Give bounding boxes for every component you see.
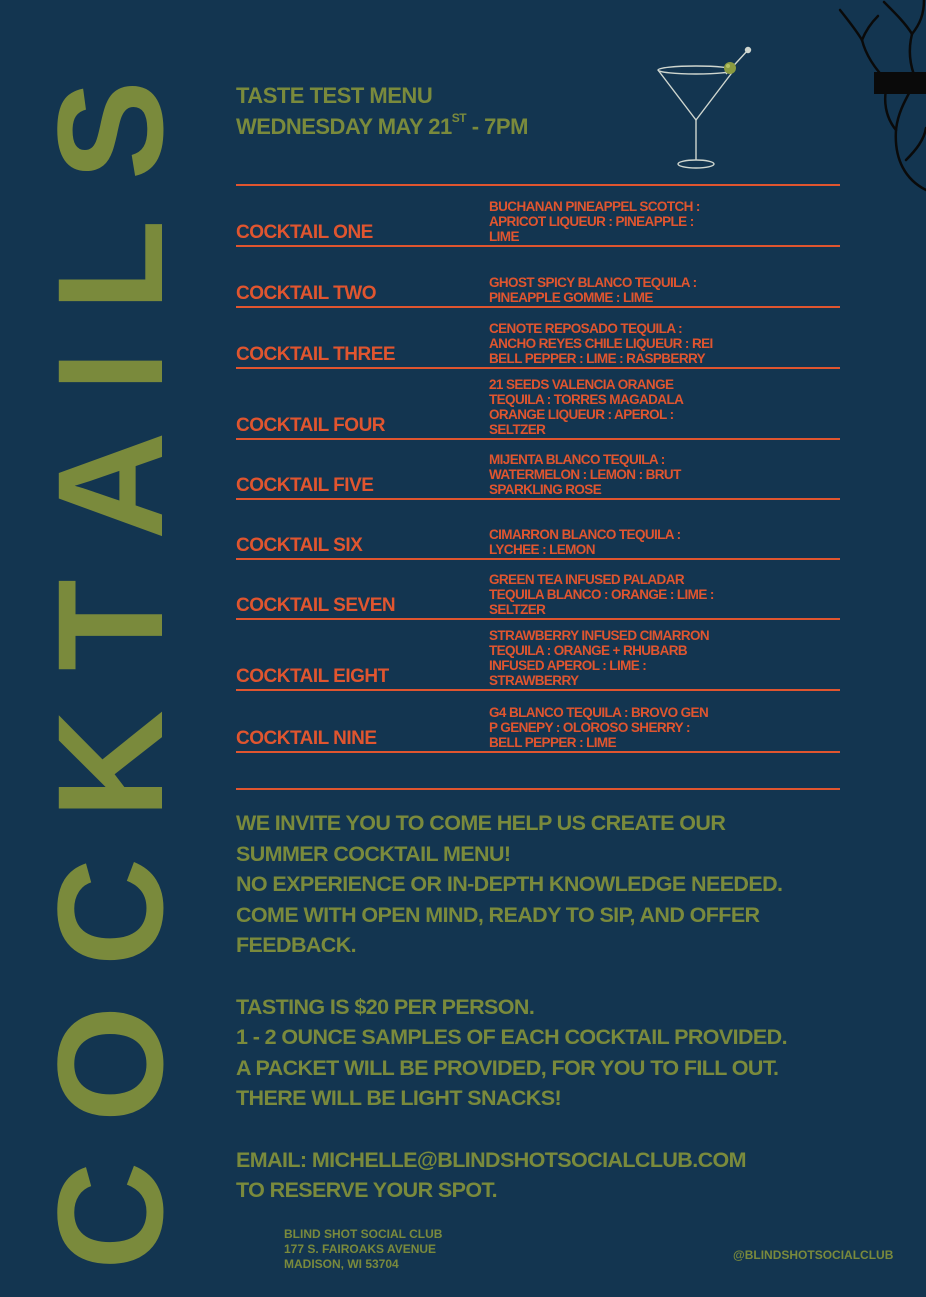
menu-row — [236, 440, 840, 500]
body-line: TASTING IS $20 PER PERSON. — [236, 994, 535, 1019]
menu-row — [236, 308, 840, 369]
cocktail-ingredients: CENOTE REPOSADO TEQUILA : ANCHO REYES CHILE LIQUEUR : REI BELL PEPPER : LIME : RASPBERRY — [489, 321, 713, 366]
title-letter: S — [26, 80, 194, 181]
vertical-title — [26, 80, 194, 1270]
footer-address — [284, 1227, 442, 1272]
cocktail-name: COCKTAIL SEVEN — [236, 595, 396, 616]
title-letter: T — [26, 579, 194, 671]
venue-city: MADISON, WI 53704 — [284, 1257, 399, 1271]
menu-row — [236, 620, 840, 691]
social-handle-link[interactable]: @BLINDSHOTSOCIALCLUB — [733, 1248, 894, 1262]
header-line1: TASTE TEST MENU — [236, 83, 433, 108]
header-date: WEDNESDAY MAY 21 — [236, 114, 452, 139]
menu-row — [236, 500, 840, 560]
menu-row — [236, 186, 840, 247]
cocktail-menu — [236, 184, 840, 753]
cocktail-ingredients: GREEN TEA INFUSED PALADAR TEQUILA BLANCO : ORANGE : LIME : SELTZER — [489, 572, 714, 617]
tasting-details-paragraph — [236, 992, 856, 1114]
menu-bottom-rule — [236, 788, 840, 790]
header — [236, 80, 528, 142]
antler-illustration — [836, 0, 926, 210]
cocktail-ingredients: CIMARRON BLANCO TEQUILA : LYCHEE : LEMON — [489, 527, 681, 557]
body-line: FEEDBACK. — [236, 933, 357, 958]
menu-row — [236, 691, 840, 753]
cocktail-ingredients: STRAWBERRY INFUSED CIMARRON TEQUILA : ORANGE + RHUBARB INFUSED APEROL : LIME : STRAWBERRY — [489, 628, 710, 688]
body-line: SUMMER COCKTAIL MENU! — [236, 841, 511, 866]
body-line: THERE WILL BE LIGHT SNACKS! — [236, 1086, 562, 1111]
invite-paragraph — [236, 808, 856, 961]
title-letter: O — [26, 1005, 194, 1123]
body-line: 1 - 2 OUNCE SAMPLES OF EACH COCKTAIL PROVIDED. — [236, 1025, 787, 1050]
body-line: TO RESERVE YOUR SPOT. — [236, 1178, 498, 1203]
cocktail-name: COCKTAIL FIVE — [236, 475, 374, 496]
title-letter: L — [26, 219, 194, 312]
cocktail-name: COCKTAIL SIX — [236, 535, 363, 556]
cocktail-ingredients: BUCHANAN PINEAPPEL SCOTCH : APRICOT LIQUEUR : PINEAPPLE : LIME — [489, 199, 700, 244]
title-letter: K — [26, 710, 194, 819]
cocktail-name: COCKTAIL EIGHT — [236, 666, 389, 687]
header-line2 — [236, 111, 528, 142]
body-line: EMAIL: MICHELLE@BLINDSHOTSOCIALCLUB.COM — [236, 1147, 746, 1172]
martini-glass-icon — [652, 44, 756, 174]
header-time: - 7PM — [466, 114, 528, 139]
body-line: NO EXPERIENCE OR IN-DEPTH KNOWLEDGE NEEDED. — [236, 872, 783, 897]
venue-street: 177 S. FAIROAKS AVENUE — [284, 1242, 437, 1256]
title-letter: A — [26, 431, 194, 540]
event-description — [236, 808, 856, 1206]
title-letter: C — [26, 857, 194, 967]
body-line: A PACKET WILL BE PROVIDED, FOR YOU TO FILL OUT. — [236, 1055, 779, 1080]
cocktail-ingredients: 21 SEEDS VALENCIA ORANGE TEQUILA : TORRES MAGADALA ORANGE LIQUEUR : APEROL : SELTZER — [489, 377, 684, 437]
menu-row — [236, 560, 840, 620]
cocktail-name: COCKTAIL TWO — [236, 283, 376, 304]
menu-row — [236, 369, 840, 440]
header-date-suffix: ST — [451, 111, 467, 125]
cocktail-name: COCKTAIL NINE — [236, 728, 377, 749]
body-line: COME WITH OPEN MIND, READY TO SIP, AND OFFER — [236, 902, 760, 927]
cocktail-ingredients: G4 BLANCO TEQUILA : BROVO GEN P GENEPY : OLOROSO SHERRY : BELL PEPPER : LIME — [489, 705, 709, 750]
cocktail-name: COCKTAIL FOUR — [236, 415, 386, 436]
body-line: WE INVITE YOU TO COME HELP US CREATE OUR — [236, 811, 726, 835]
cocktail-name: COCKTAIL THREE — [236, 344, 396, 365]
cocktail-ingredients: MIJENTA BLANCO TEQUILA : WATERMELON : LEMON : BRUT SPARKLING ROSE — [489, 452, 681, 497]
menu-row — [236, 247, 840, 308]
reservation-paragraph — [236, 1145, 856, 1206]
cocktail-name: COCKTAIL ONE — [236, 222, 373, 243]
title-letter: I — [26, 350, 194, 393]
vertical-title-text — [26, 80, 194, 1270]
cocktail-ingredients: GHOST SPICY BLANCO TEQUILA : PINEAPPLE GOMME : LIME — [489, 275, 697, 305]
venue-name: BLIND SHOT SOCIAL CLUB — [284, 1227, 443, 1241]
title-letter: C — [26, 1161, 194, 1270]
